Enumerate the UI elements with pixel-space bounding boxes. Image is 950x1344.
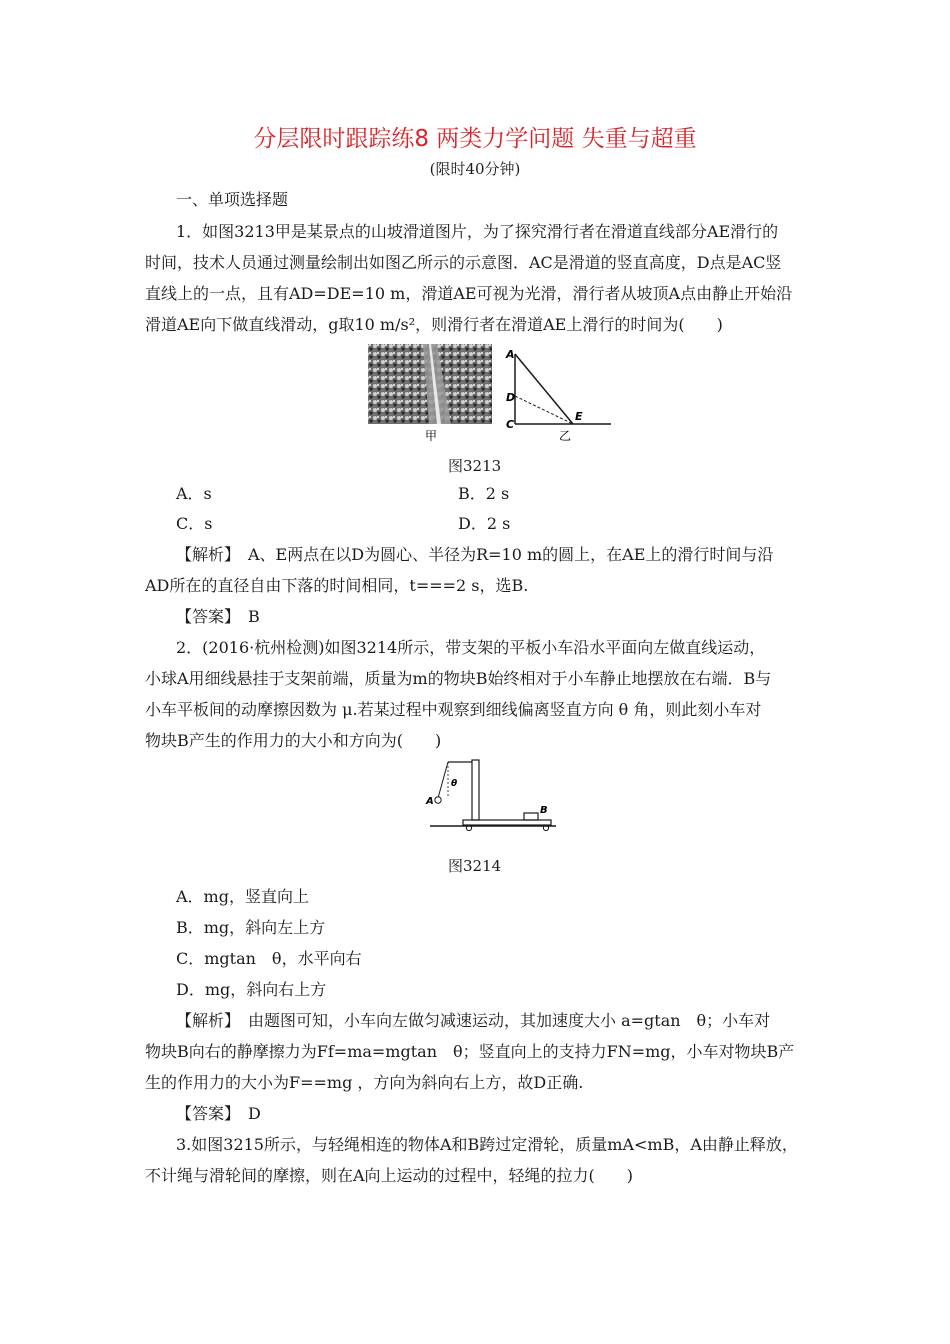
q1-analysis-line-2: AD所在的直径自由下落的时间相同，t===2 s，选B. (145, 576, 529, 595)
q2-option-c: C．mgtan θ，水平向右 (176, 949, 362, 968)
section-heading: 一、单项选择题 (176, 190, 289, 209)
point-a-label: A (506, 348, 515, 361)
time-limit-note: (限时40分钟) (429, 160, 521, 178)
ski-slope-photo (368, 344, 492, 424)
q1-option-d: D．2 s (458, 514, 511, 533)
ball-a (435, 797, 441, 803)
figure-3214 (418, 758, 558, 836)
block-b-label: B (540, 805, 548, 816)
q1-line-4: 滑道AE向下做直线滑动，g取10 m/s²，则滑行者在滑道AE上滑行的时间为( ) (145, 315, 723, 334)
q2-line-2: 小球A用细线悬挂于支架前端，质量为m的物块B始终相对于小车静止地摆放在右端．B与 (145, 669, 772, 688)
q2-line-1: 2．(2016·杭州检测)如图3214所示，带支架的平板小车沿水平面向左做直线运动， (176, 638, 766, 657)
q2-analysis-line-2: 物块B向右的静摩擦力为Ff=ma=mgtan θ；竖直向上的支持力FN=mg，小车对物块B产 (145, 1042, 795, 1061)
figure-3213 (365, 344, 615, 444)
q1-option-a: A．s (176, 484, 212, 503)
point-e-label: E (575, 410, 583, 423)
ball-a-label: A (426, 796, 434, 807)
q2-analysis-line-1: 【解析】 由题图可知，小车向左做匀减速运动，其加速度大小 a=gtan θ；小车对 (176, 1011, 771, 1030)
q1-line-2: 时间，技术人员通过测量绘制出如图乙所示的示意图．AC是滑道的竖直高度，D点是AC竖 (145, 253, 782, 272)
q1-analysis-line-1: 【解析】 A、E两点在以D为圆心、半径为R=10 m的圆上，在AE上的滑行时间与沿 (176, 545, 774, 564)
figure-3213-caption: 图3213 (448, 457, 502, 475)
q1-line-1: 1．如图3213甲是某景点的山坡滑道图片，为了探究滑行者在滑道直线部分AE滑行的 (176, 222, 779, 241)
q2-analysis-line-3: 生的作用力的大小为F==mg ，方向为斜向右上方，故D正确. (145, 1073, 584, 1092)
point-c-label: C (506, 418, 515, 431)
q3-line-2: 不计绳与滑轮间的摩擦，则在A向上运动的过程中，轻绳的拉力( ) (145, 1166, 634, 1185)
cart-with-support (430, 760, 556, 831)
q2-answer: 【答案】 D (176, 1104, 261, 1123)
q1-option-c: C．s (176, 514, 213, 533)
q2-option-b: B．mg，斜向左上方 (176, 918, 326, 937)
page-title: 分层限时跟踪练8 两类力学问题 失重与超重 (253, 126, 697, 152)
point-d-label: D (506, 391, 516, 404)
q2-option-a: A．mg，竖直向上 (176, 887, 309, 906)
q2-line-3: 小车平板间的动摩擦因数为 μ.若某过程中观察到细线偏离竖直方向 θ 角，则此刻小车对 (145, 700, 762, 719)
q1-line-3: 直线上的一点，且有AD=DE=10 m，滑道AE可视为光滑，滑行者从坡顶A点由静止开始沿 (145, 284, 793, 303)
slope-diagram (515, 354, 611, 424)
figure-3214-caption: 图3214 (448, 857, 502, 875)
q2-line-4: 物块B产生的作用力的大小和方向为( ) (145, 731, 442, 750)
q3-line-1: 3.如图3215所示，与轻绳相连的物体A和B跨过定滑轮，质量mA<mB，A由静止释放， (176, 1135, 798, 1154)
q2-option-d: D．mg，斜向右上方 (176, 980, 327, 999)
diagram-label: 乙 (559, 429, 572, 443)
theta-label: θ (451, 779, 458, 789)
photo-label: 甲 (425, 429, 438, 443)
q1-option-b: B．2 s (458, 484, 510, 503)
q1-answer: 【答案】 B (176, 607, 260, 626)
